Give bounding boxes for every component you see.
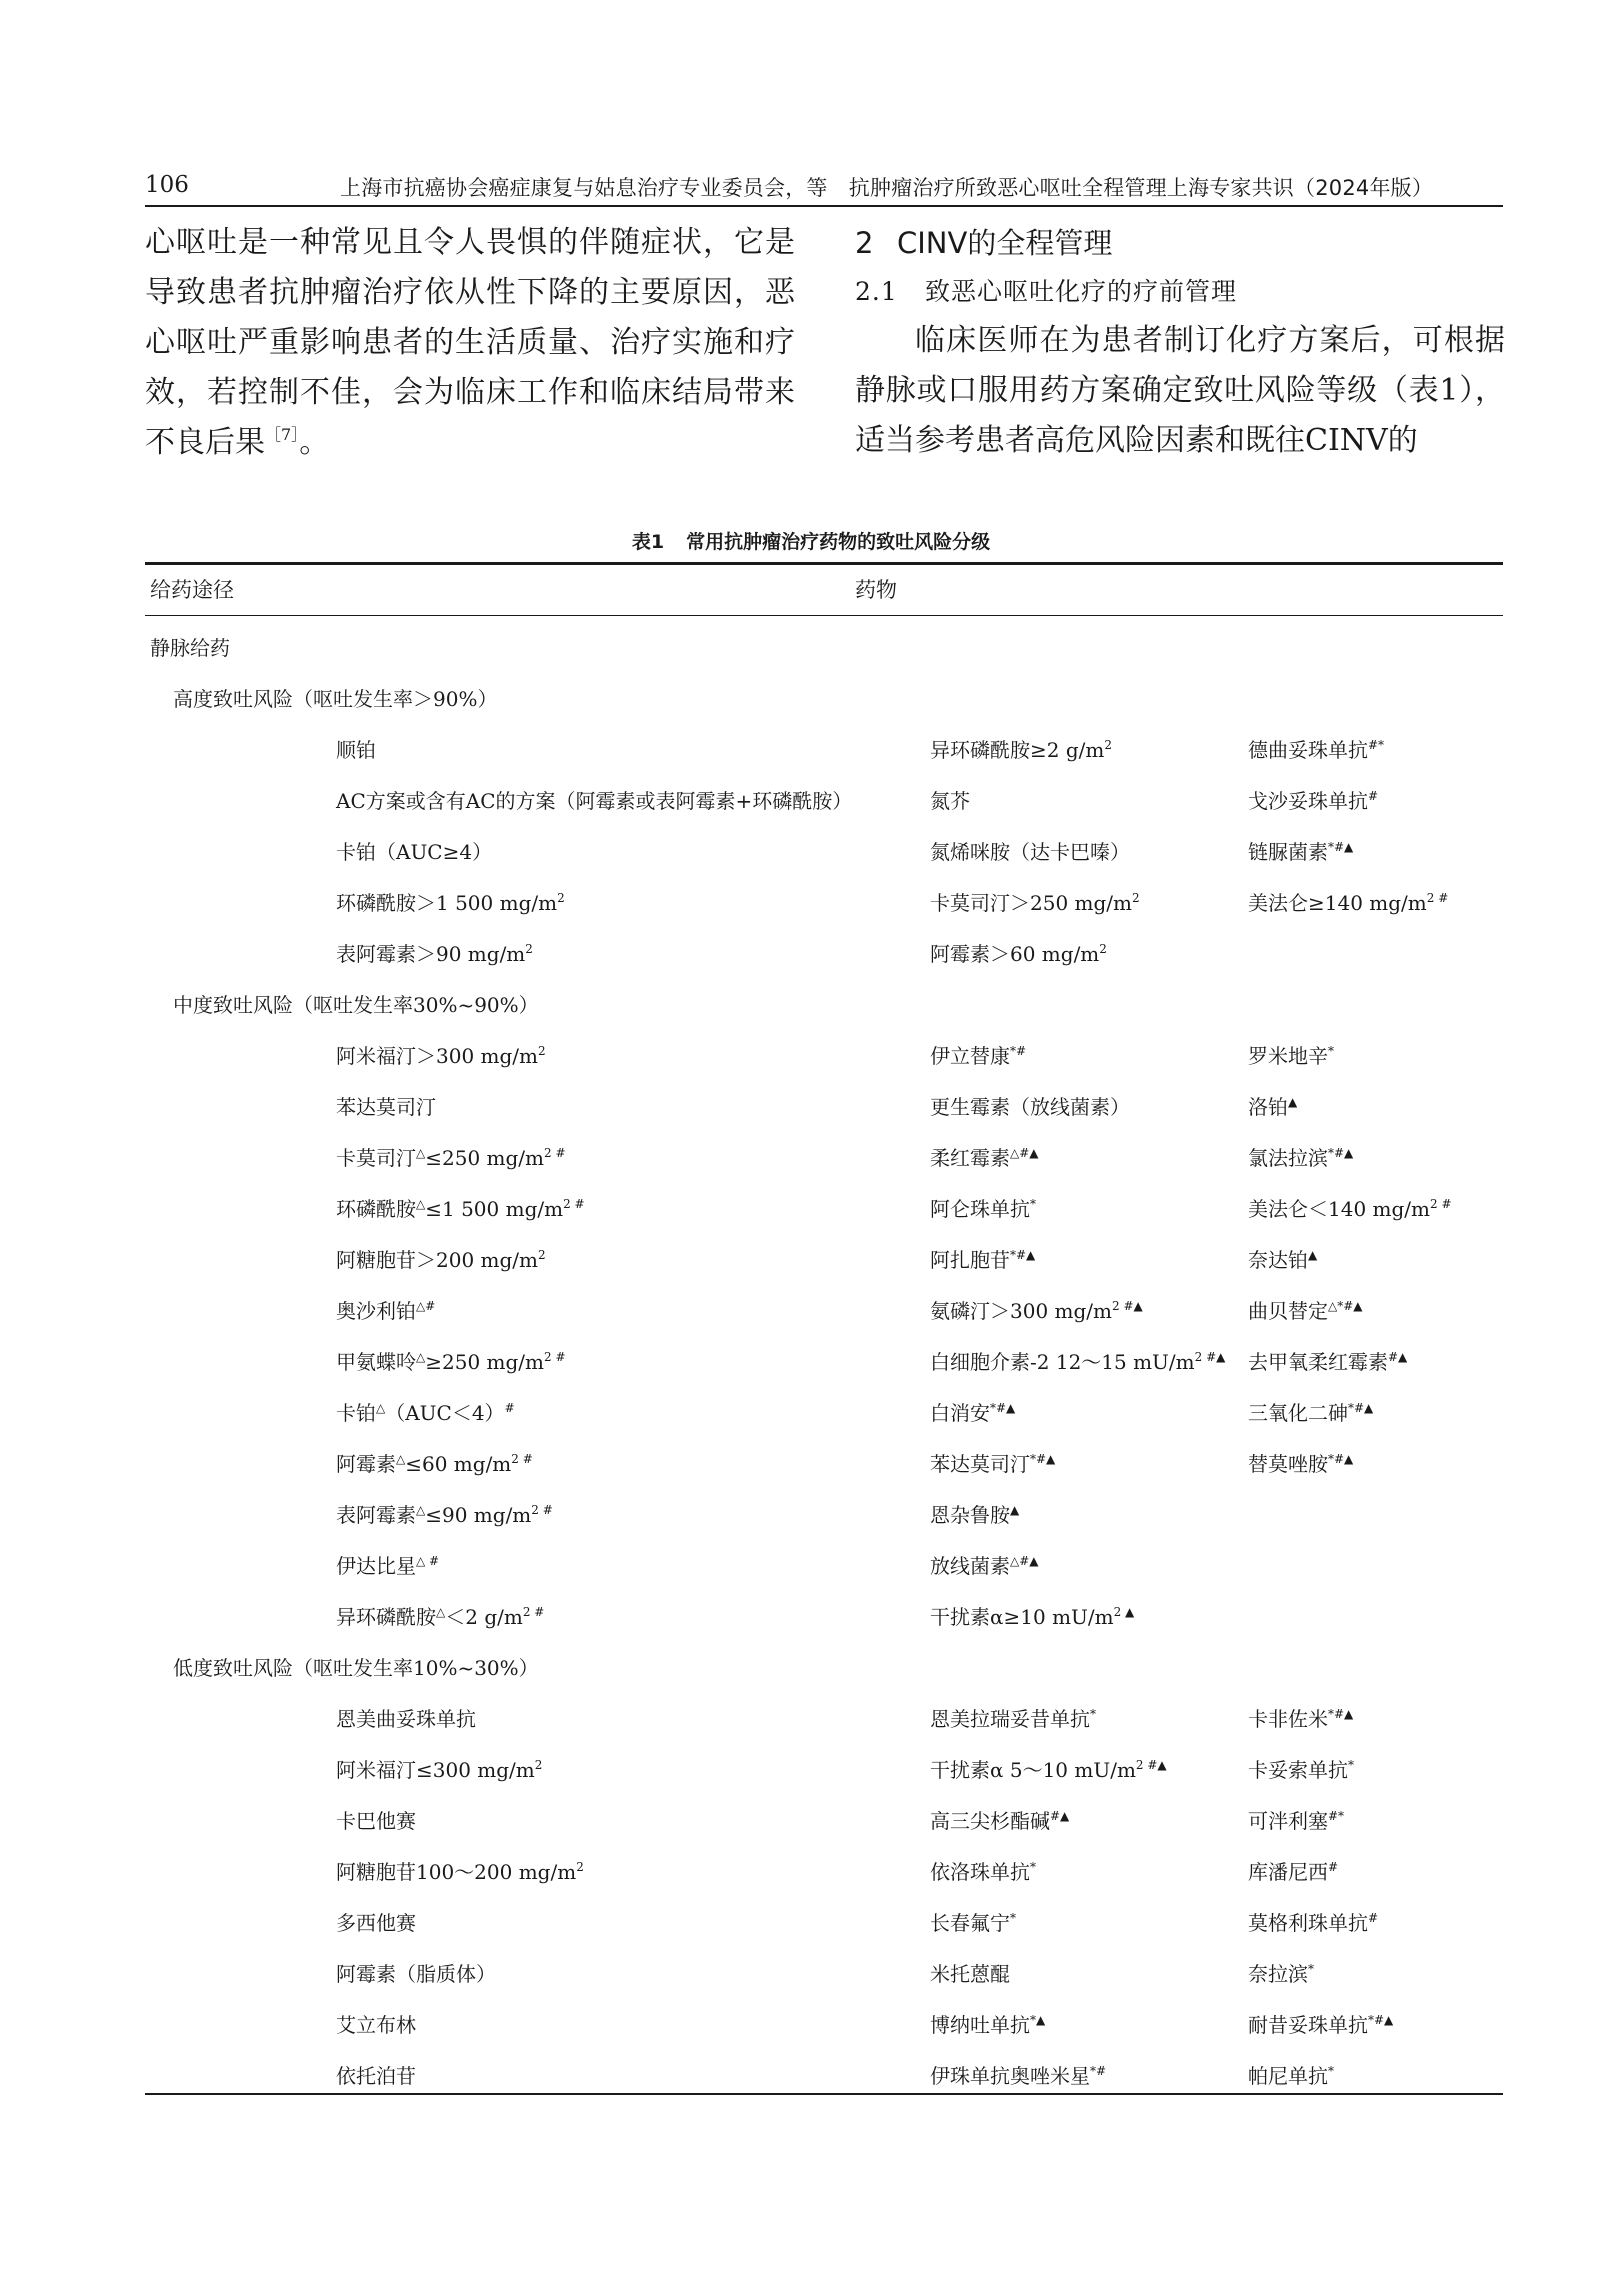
table-row — [0, 1028, 1622, 1079]
drug-footnote-mark: 2 — [538, 1248, 546, 1262]
drug-footnote-mark: 2 #▲ — [1112, 1299, 1143, 1313]
drug-name: 放线菌素 — [930, 1554, 1010, 1578]
drug-footnote-mark: * — [1010, 1911, 1016, 1925]
drug-footnote-mark: △# — [416, 1299, 436, 1313]
citation: ［7］ — [265, 425, 300, 444]
drug-name: 依托泊苷 — [336, 2064, 416, 2088]
drug-name: 卡铂（AUC≥4） — [336, 840, 493, 864]
section-2-number: 2 — [855, 226, 874, 260]
drug-cell — [336, 1244, 546, 1273]
drug-cell — [930, 785, 970, 814]
drug-dose: ≤90 mg/m — [425, 1503, 532, 1527]
drug-name: 氮芥 — [930, 789, 970, 813]
table-header-drugs: 药物 — [855, 578, 897, 602]
drug-footnote-mark: *#▲ — [1328, 1146, 1354, 1160]
drug-name: 阿糖胞苷＞200 mg/m — [336, 1248, 539, 1272]
drug-name: 恩杂鲁胺 — [930, 1503, 1010, 1527]
drug-footnote-mark: *# — [1090, 2064, 1107, 2078]
drug-name: 阿糖胞苷100～200 mg/m — [336, 1860, 577, 1884]
drug-cell — [930, 1295, 1143, 1324]
drug-dose: ≤1 500 mg/m — [425, 1197, 564, 1221]
drug-footnote-mark: 2 — [538, 1044, 546, 1058]
drug-name: 柔红霉素 — [930, 1146, 1010, 1170]
right-body — [855, 316, 1505, 466]
drug-name: 奈拉滨 — [1248, 1962, 1308, 1986]
header-rule — [145, 205, 1503, 207]
drug-cell — [1248, 1142, 1353, 1171]
section-2-heading — [855, 218, 1505, 268]
drug-footnote-mark: * — [1030, 1860, 1036, 1874]
table-row — [0, 620, 1622, 671]
drug-footnote-mark: △ — [436, 1605, 446, 1619]
drug-name: 甲氨蝶呤 — [336, 1350, 416, 1374]
drug-footnote-mark: ▲ — [1288, 1095, 1298, 1109]
drug-cell — [336, 1346, 566, 1375]
drug-name: 氨磷汀＞300 mg/m — [930, 1299, 1113, 1323]
drug-name: 去甲氧柔红霉素 — [1248, 1350, 1388, 1374]
drug-footnote-mark: 2 — [525, 942, 533, 956]
drug-cell — [930, 1601, 1134, 1630]
drug-name: 阿仑珠单抗 — [930, 1197, 1030, 1221]
table-row — [0, 926, 1622, 977]
drug-name: 依洛珠单抗 — [930, 1860, 1030, 1884]
drug-name: 卡莫司汀＞250 mg/m — [930, 891, 1133, 915]
left-paragraph-text: 心呕吐是一种常见且令人畏惧的伴随症状，它是导致患者抗肿瘤治疗依从性下降的主要原因，恶心呕吐严重影响患者的生活质量、治疗实施和疗效，若控制不佳，会为临床工作和临床结局带来不良后果 — [145, 225, 795, 460]
table-row — [0, 1640, 1622, 1691]
drug-footnote-mark: △ — [416, 1197, 426, 1211]
drug-footnote-mark: #* — [1328, 1809, 1345, 1823]
section-2-1-number: 2.1 — [855, 277, 898, 306]
drug-cell — [930, 734, 1112, 763]
drug-cell — [930, 1397, 1015, 1426]
drug-cell — [1248, 1397, 1373, 1426]
drug-name: 美法仑≥140 mg/m — [1248, 891, 1427, 915]
drug-footnote-mark: # — [1368, 789, 1379, 803]
drug-footnote-mark: *#▲ — [1368, 2013, 1394, 2027]
drug-cell — [336, 2009, 416, 2038]
table-row — [0, 1742, 1622, 1793]
drug-footnote-mark: * — [1328, 1044, 1334, 1058]
drug-cell — [930, 1193, 1036, 1222]
drug-name: 耐昔妥珠单抗 — [1248, 2013, 1368, 2037]
drug-name: 阿扎胞苷 — [930, 1248, 1010, 1272]
drug-footnote-mark: # — [1328, 1860, 1339, 1874]
table-row — [0, 1385, 1622, 1436]
table-row — [0, 1283, 1622, 1334]
drug-footnote-mark: △ — [376, 1401, 386, 1415]
drug-footnote-mark: #▲ — [1050, 1809, 1070, 1823]
drug-cell — [336, 1754, 542, 1783]
table-row — [0, 875, 1622, 926]
drug-cell — [336, 1856, 584, 1885]
drug-cell — [1248, 1193, 1452, 1222]
drug-cell — [930, 1244, 1035, 1273]
drug-cell — [336, 1397, 515, 1426]
table-top-rule — [145, 562, 1503, 565]
table-row — [0, 1334, 1622, 1385]
table-row — [0, 824, 1622, 875]
drug-name: 环磷酰胺 — [336, 1197, 416, 1221]
table-row — [0, 1436, 1622, 1487]
running-title: 上海市抗癌协会癌症康复与姑息治疗专业委员会，等 抗肿瘤治疗所致恶心呕吐全程管理上海专家共识（2024年版） — [340, 176, 1434, 200]
drug-cell — [336, 1142, 566, 1171]
drug-cell — [336, 1805, 416, 1834]
drug-name: 三氧化二砷 — [1248, 1401, 1348, 1425]
drug-cell — [1248, 734, 1384, 763]
drug-footnote-mark: * — [1328, 2064, 1334, 2078]
drug-cell — [1248, 1295, 1363, 1324]
drug-name: 洛铂 — [1248, 1095, 1288, 1119]
drug-name: 阿霉素＞60 mg/m — [930, 942, 1100, 966]
drug-name: 阿米福汀≤300 mg/m — [336, 1758, 535, 1782]
drug-name: 阿霉素 — [336, 1452, 396, 1476]
drug-cell — [336, 887, 565, 916]
route-group-label: 静脉给药 — [150, 636, 230, 660]
table-row — [0, 1079, 1622, 1130]
drug-footnote-mark: 2 # — [1430, 1197, 1452, 1211]
drug-footnote-mark: *▲ — [1030, 2013, 1046, 2027]
drug-name: 多西他赛 — [336, 1911, 416, 1935]
drug-name: 异环磷酰胺 — [336, 1605, 436, 1629]
table-body — [0, 620, 1622, 2099]
table-row — [0, 1691, 1622, 1742]
drug-name: 卡妥索单抗 — [1248, 1758, 1348, 1782]
drug-footnote-mark: * — [1030, 1197, 1036, 1211]
drug-name: 可泮利塞 — [1248, 1809, 1328, 1833]
drug-footnote-mark: ▲ — [1308, 1248, 1318, 1262]
risk-level-label: 中度致吐风险（呕吐发生率30%~90%） — [173, 993, 539, 1017]
drug-cell — [336, 1193, 585, 1222]
drug-name: 阿米福汀＞300 mg/m — [336, 1044, 539, 1068]
table-row — [0, 1589, 1622, 1640]
drug-footnote-mark: 2 — [576, 1860, 584, 1874]
drug-cell — [336, 1703, 476, 1732]
drug-footnote-mark: #▲ — [1388, 1350, 1408, 1364]
drug-footnote-mark: 2 — [534, 1758, 543, 1772]
drug-name: 高三尖杉酯碱 — [930, 1809, 1050, 1833]
section-2-title: CINV的全程管理 — [897, 226, 1113, 260]
drug-name: 苯达莫司汀 — [336, 1095, 436, 1119]
drug-name: 卡铂 — [336, 1401, 376, 1425]
drug-name: 帕尼单抗 — [1248, 2064, 1328, 2088]
left-paragraph — [145, 218, 795, 468]
drug-cell — [1248, 1958, 1314, 1987]
drug-footnote-mark: *#▲ — [990, 1401, 1016, 1415]
drug-footnote-mark: # — [504, 1401, 515, 1415]
drug-name: 博纳吐单抗 — [930, 2013, 1030, 2037]
drug-name: 库潘尼西 — [1248, 1860, 1328, 1884]
drug-cell — [336, 938, 533, 967]
drug-name: 阿霉素（脂质体） — [336, 1962, 496, 1986]
drug-cell — [930, 836, 1130, 865]
drug-cell — [1248, 1244, 1317, 1273]
drug-cell — [1248, 1907, 1378, 1936]
drug-name: 干扰素α≥10 mU/m — [930, 1605, 1114, 1629]
drug-footnote-mark: 2 # — [563, 1197, 585, 1211]
drug-name: 异环磷酰胺≥2 g/m — [930, 738, 1105, 762]
drug-name: 长春氟宁 — [930, 1911, 1010, 1935]
drug-footnote-mark: △ — [416, 1350, 426, 1364]
drug-name: 罗米地辛 — [1248, 1044, 1328, 1068]
table-row — [0, 671, 1622, 722]
drug-name: 伊达比星 — [336, 1554, 416, 1578]
drug-name: 戈沙妥珠单抗 — [1248, 789, 1368, 813]
drug-cell — [336, 734, 376, 763]
drug-name: 艾立布林 — [336, 2013, 416, 2037]
drug-footnote-mark: 2 — [1132, 891, 1140, 905]
right-column — [855, 218, 1505, 466]
drug-footnote-mark: 2 — [1099, 942, 1107, 956]
drug-footnote-mark: △#▲ — [1010, 1554, 1039, 1568]
section-2-1-heading — [855, 268, 1505, 316]
risk-level-label: 低度致吐风险（呕吐发生率10%~30%） — [173, 1656, 539, 1680]
drug-footnote-mark: △ — [396, 1452, 406, 1466]
drug-cell — [930, 1499, 1019, 1528]
drug-cell — [336, 1907, 416, 1936]
drug-cell — [1248, 1040, 1334, 1069]
drug-name: 米托蒽醌 — [930, 1962, 1010, 1986]
drug-footnote-mark: 2 ▲ — [1113, 1605, 1135, 1619]
table-header-rule — [145, 615, 1503, 616]
drug-cell — [930, 1346, 1225, 1375]
drug-footnote-mark: *#▲ — [1328, 1452, 1354, 1466]
drug-name: 替莫唑胺 — [1248, 1452, 1328, 1476]
drug-name: 白细胞介素-2 12～15 mU/m — [930, 1350, 1195, 1374]
drug-cell — [336, 1295, 435, 1324]
table-row — [0, 977, 1622, 1028]
drug-name: 更生霉素（放线菌素） — [930, 1095, 1130, 1119]
table-row — [0, 1181, 1622, 1232]
drug-cell — [930, 2060, 1106, 2089]
drug-cell — [930, 1754, 1167, 1783]
section-2-1-title: 致恶心呕吐化疗的疗前管理 — [925, 277, 1238, 306]
drug-cell — [930, 1805, 1069, 1834]
drug-cell — [930, 887, 1140, 916]
drug-cell — [930, 1550, 1039, 1579]
drug-footnote-mark: 2 — [1104, 738, 1112, 752]
drug-cell — [336, 785, 852, 814]
drug-footnote-mark: * — [1090, 1707, 1096, 1721]
drug-cell — [1248, 2009, 1393, 2038]
drug-name: 顺铂 — [336, 738, 376, 762]
table-label: 表1 — [631, 531, 665, 553]
drug-cell — [336, 1040, 546, 1069]
drug-name: 美法仑＜140 mg/m — [1248, 1197, 1431, 1221]
drug-cell — [930, 1142, 1039, 1171]
drug-cell — [1248, 1805, 1344, 1834]
drug-footnote-mark: *#▲ — [1328, 1707, 1354, 1721]
drug-cell — [930, 1958, 1010, 1987]
drug-footnote-mark: *#▲ — [1348, 1401, 1374, 1415]
drug-dose: ＜2 g/m — [445, 1605, 523, 1629]
drug-footnote-mark: 2 # — [544, 1350, 566, 1364]
table-row — [0, 1232, 1622, 1283]
drug-cell — [336, 1499, 553, 1528]
drug-dose: ≤60 mg/m — [405, 1452, 512, 1476]
drug-cell — [336, 1601, 544, 1630]
drug-name: 恩美拉瑞妥昔单抗 — [930, 1707, 1090, 1731]
drug-footnote-mark: 2 — [557, 891, 565, 905]
drug-name: 恩美曲妥珠单抗 — [336, 1707, 476, 1731]
left-paragraph-end: 。 — [299, 425, 330, 460]
drug-name: 曲贝替定 — [1248, 1299, 1328, 1323]
drug-cell — [1248, 1754, 1354, 1783]
drug-footnote-mark: #* — [1368, 738, 1385, 752]
drug-cell — [336, 1091, 436, 1120]
left-column — [145, 218, 795, 468]
drug-footnote-mark: 2 # — [522, 1605, 545, 1619]
drug-footnote-mark: 2 # — [511, 1452, 533, 1466]
drug-name: 白消安 — [930, 1401, 990, 1425]
table-caption — [0, 527, 1622, 554]
table-row — [0, 1487, 1622, 1538]
risk-level-label: 高度致吐风险（呕吐发生率＞90%） — [173, 687, 498, 711]
drug-cell — [930, 1856, 1036, 1885]
drug-footnote-mark: *#▲ — [1010, 1248, 1036, 1262]
drug-footnote-mark: * — [1348, 1758, 1354, 1772]
table-row — [0, 1844, 1622, 1895]
drug-name: 伊珠单抗奥唑米星 — [930, 2064, 1090, 2088]
drug-cell — [336, 2060, 416, 2089]
drug-dose: ≤250 mg/m — [425, 1146, 544, 1170]
drug-cell — [1248, 1091, 1297, 1120]
drug-cell — [336, 836, 492, 865]
drug-cell — [336, 1550, 439, 1579]
drug-footnote-mark: △*#▲ — [1328, 1299, 1363, 1313]
table-header-route: 给药途径 — [150, 578, 234, 602]
drug-cell — [1248, 2060, 1334, 2089]
drug-footnote-mark: *#▲ — [1030, 1452, 1056, 1466]
drug-cell — [336, 1958, 496, 1987]
drug-footnote-mark: 2 #▲ — [1194, 1350, 1226, 1364]
table-title: 常用抗肿瘤治疗药物的致吐风险分级 — [686, 531, 991, 553]
drug-name: 奈达铂 — [1248, 1248, 1308, 1272]
drug-name: 德曲妥珠单抗 — [1248, 738, 1368, 762]
table-row — [0, 773, 1622, 824]
drug-name: 莫格利珠单抗 — [1248, 1911, 1368, 1935]
drug-name: 氯法拉滨 — [1248, 1146, 1328, 1170]
drug-cell — [930, 1040, 1026, 1069]
drug-cell — [1248, 1448, 1353, 1477]
table-row — [0, 1895, 1622, 1946]
drug-footnote-mark: * — [1308, 1962, 1314, 1976]
drug-name: 卡莫司汀 — [336, 1146, 416, 1170]
table-row — [0, 1793, 1622, 1844]
drug-cell — [1248, 836, 1353, 865]
drug-dose: （AUC＜4） — [385, 1401, 505, 1425]
table-row — [0, 1946, 1622, 1997]
table-bottom-rule — [145, 2093, 1503, 2095]
drug-name: 表阿霉素 — [336, 1503, 416, 1527]
drug-footnote-mark: 2 # — [531, 1503, 553, 1517]
drug-name: 环磷酰胺＞1 500 mg/m — [336, 891, 558, 915]
drug-footnote-mark: △#▲ — [1010, 1146, 1039, 1160]
drug-footnote-mark: *# — [1010, 1044, 1027, 1058]
drug-name: 卡非佐米 — [1248, 1707, 1328, 1731]
drug-footnote-mark: △ # — [416, 1554, 440, 1568]
drug-name: 伊立替康 — [930, 1044, 1010, 1068]
table-row — [0, 1538, 1622, 1589]
drug-footnote-mark: △ — [416, 1146, 426, 1160]
drug-name: 奥沙利铂 — [336, 1299, 416, 1323]
drug-name: 表阿霉素＞90 mg/m — [336, 942, 526, 966]
drug-footnote-mark: *#▲ — [1328, 840, 1354, 854]
drug-footnote-mark: △ — [416, 1503, 426, 1517]
drug-footnote-mark: 2 #▲ — [1135, 1758, 1167, 1772]
drug-cell — [930, 1907, 1016, 1936]
drug-cell — [1248, 785, 1378, 814]
table-row — [0, 1997, 1622, 2048]
drug-cell — [930, 1703, 1096, 1732]
drug-footnote-mark: # — [1368, 1911, 1379, 1925]
table-row — [0, 2048, 1622, 2099]
drug-dose: ≥250 mg/m — [425, 1350, 544, 1374]
right-paragraph: 临床医师在为患者制订化疗方案后，可根据静脉或口服用药方案确定致吐风险等级（表1），适当参考患者高危风险因素和既往CINV的 — [855, 323, 1505, 458]
drug-cell — [930, 1091, 1130, 1120]
drug-name: 卡巴他赛 — [336, 1809, 416, 1833]
drug-cell — [1248, 1703, 1353, 1732]
drug-footnote-mark: 2 # — [544, 1146, 566, 1160]
drug-cell — [1248, 887, 1448, 916]
drug-cell — [930, 2009, 1045, 2038]
drug-name: 干扰素α 5～10 mU/m — [930, 1758, 1136, 1782]
drug-cell — [336, 1448, 533, 1477]
drug-name: 苯达莫司汀 — [930, 1452, 1030, 1476]
table-row — [0, 722, 1622, 773]
table-row — [0, 1130, 1622, 1181]
drug-name: AC方案或含有AC的方案（阿霉素或表阿霉素+环磷酰胺） — [336, 789, 853, 813]
page-number: 106 — [145, 172, 189, 198]
drug-cell — [1248, 1346, 1407, 1375]
drug-footnote-mark: 2 # — [1426, 891, 1449, 905]
drug-cell — [930, 1448, 1055, 1477]
drug-name: 氮烯咪胺（达卡巴嗪） — [930, 840, 1130, 864]
drug-name: 链脲菌素 — [1248, 840, 1328, 864]
drug-footnote-mark: ▲ — [1010, 1503, 1020, 1517]
drug-cell — [1248, 1856, 1338, 1885]
drug-cell — [930, 938, 1107, 967]
